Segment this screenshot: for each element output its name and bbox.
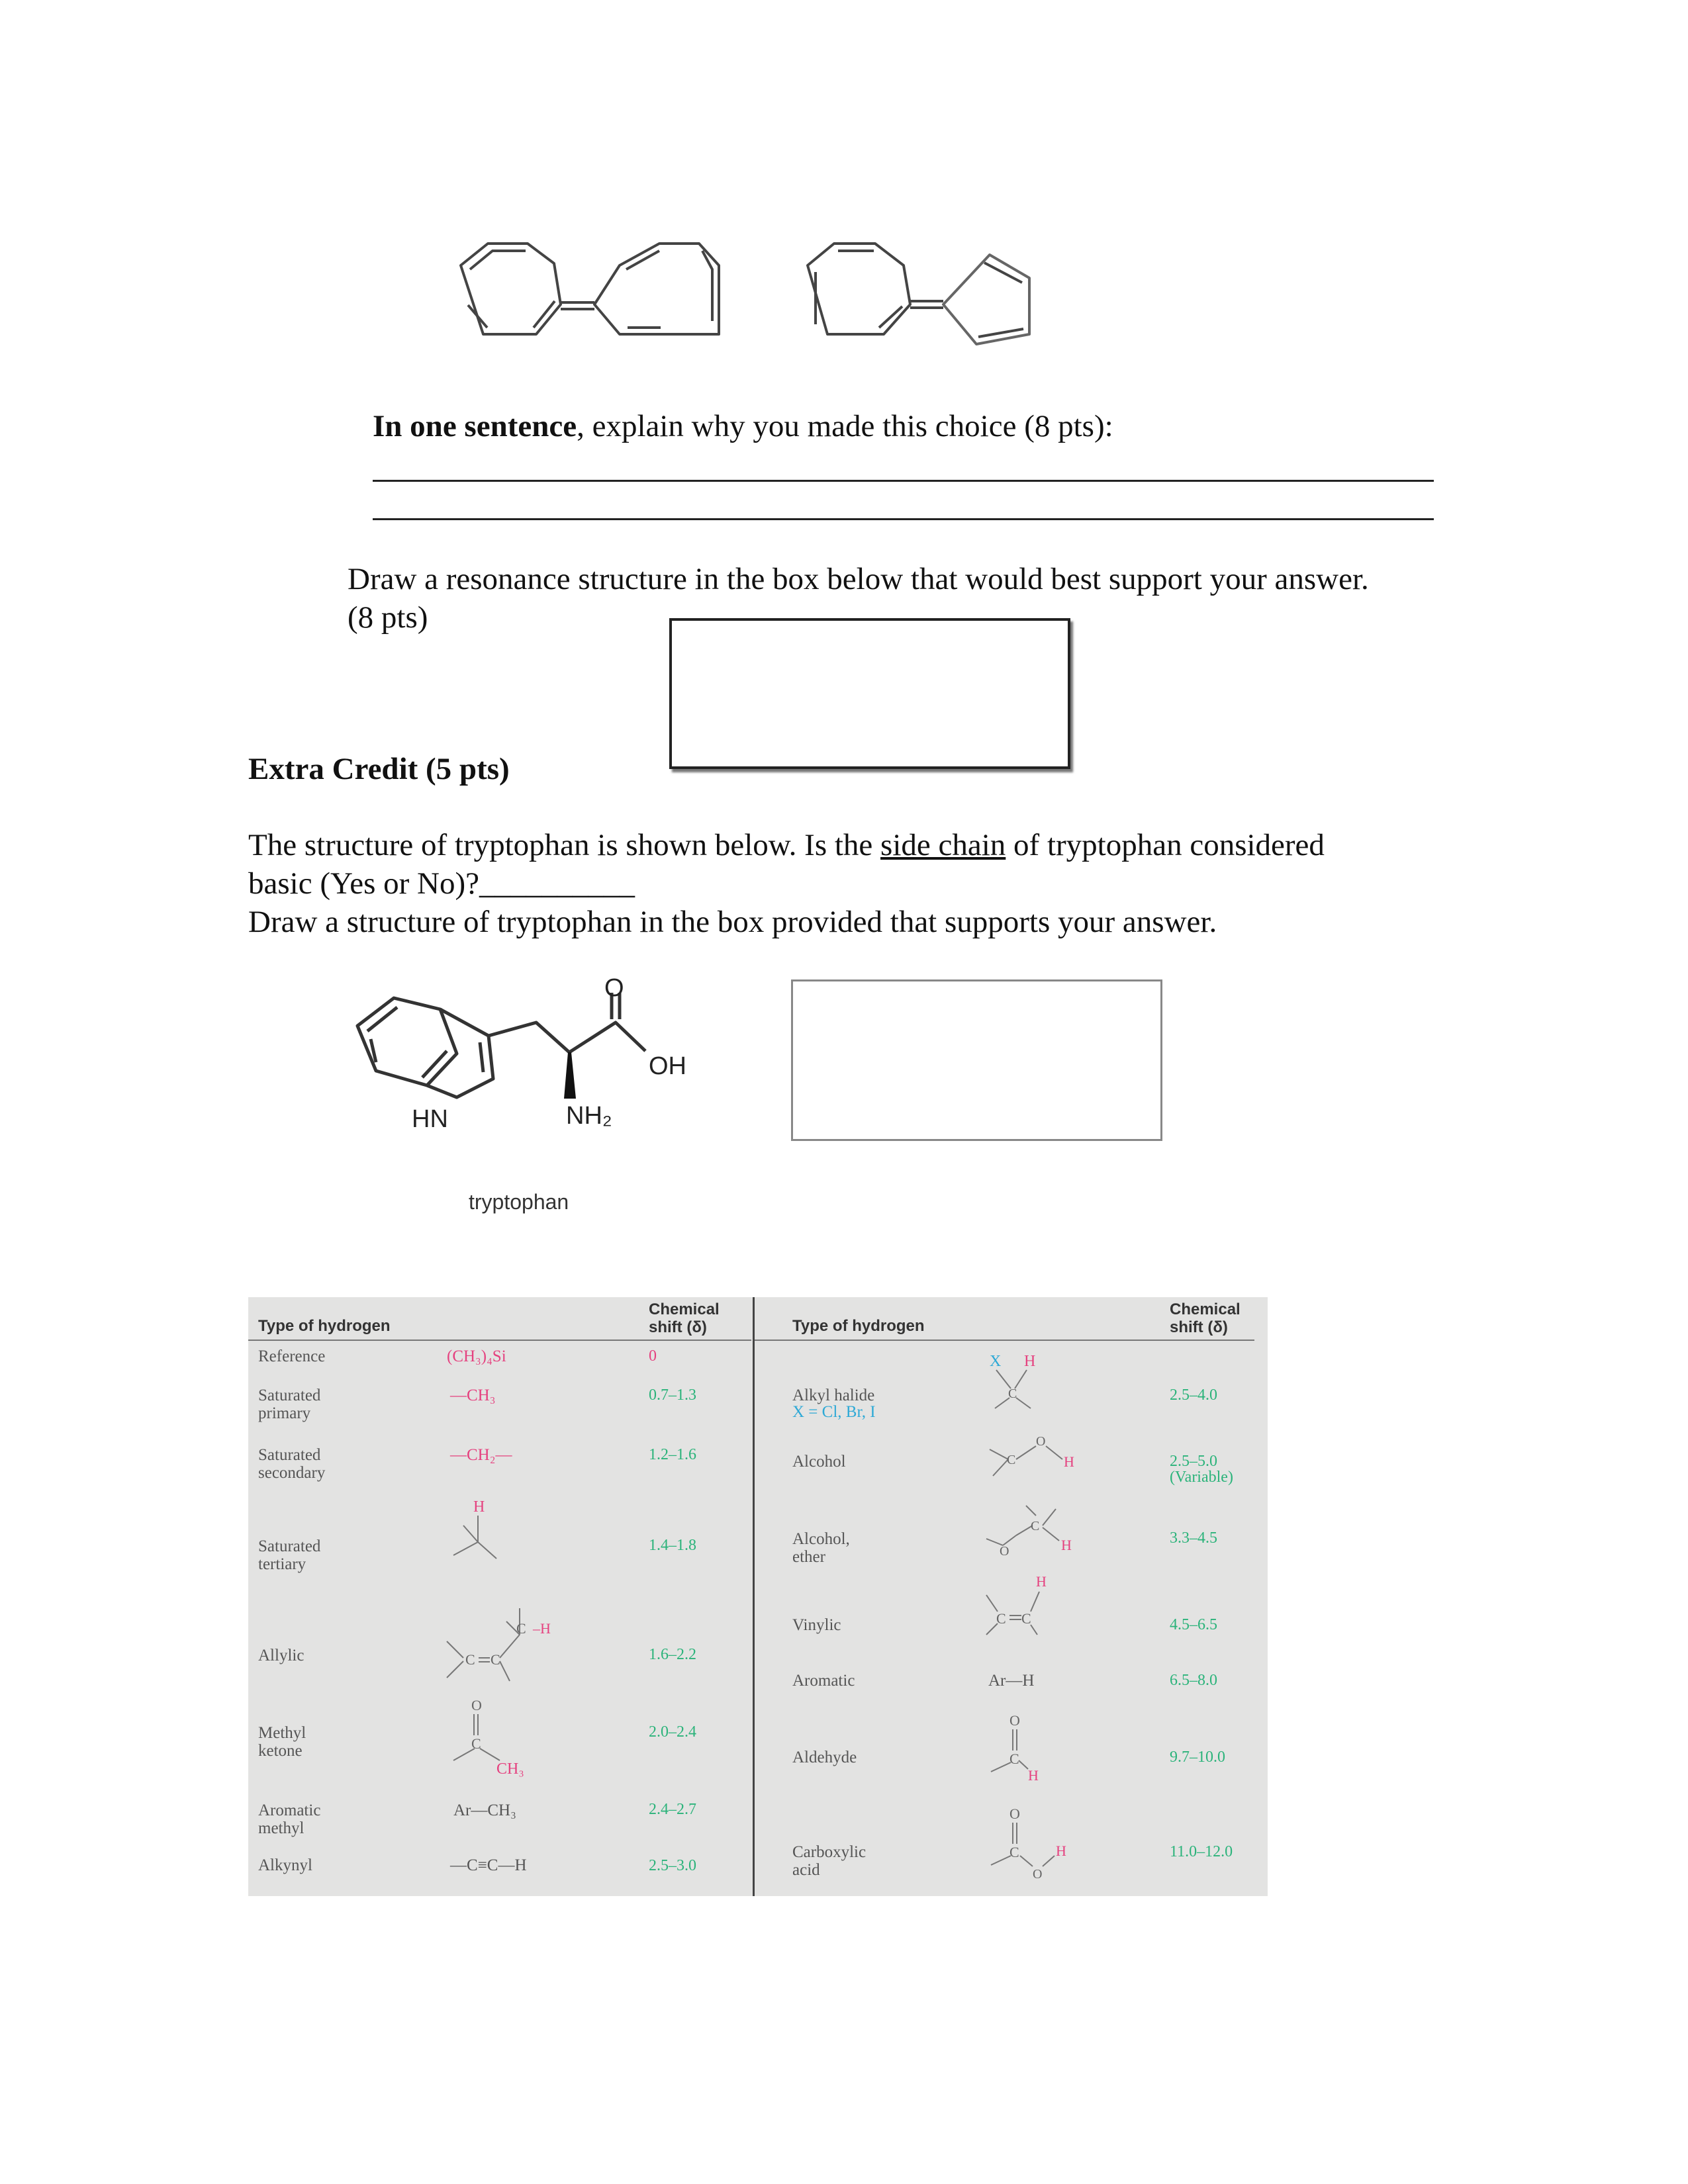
left-row-shift: 2.0–2.4 xyxy=(649,1723,696,1741)
carbon-label: C xyxy=(1009,1844,1019,1860)
right-row-shift: 2.5–5.0 xyxy=(1170,1453,1217,1470)
tryptophan-atom-O: O xyxy=(604,974,624,1002)
carbon-label: C xyxy=(516,1620,526,1637)
resonance-prompt-line1: Draw a resonance structure in the box below that would best support your answer. xyxy=(348,562,1369,596)
fulvalene-structures xyxy=(437,228,1099,361)
hydrogen-label: H xyxy=(1061,1537,1072,1553)
carbon-label: C xyxy=(1021,1610,1031,1627)
explain-prompt xyxy=(373,407,1432,445)
right-row-structure: Ar—H xyxy=(988,1672,1035,1690)
nmr-shift-table xyxy=(248,1297,1268,1896)
line1-before: The structure of tryptophan is shown below. Is the xyxy=(248,828,881,862)
left-row-structure: Ar—CH₃ xyxy=(453,1801,516,1819)
ether-structure-drawing xyxy=(983,1496,1102,1569)
left-row-type: Saturated primary xyxy=(258,1387,321,1422)
tryptophan-atom-OH: OH xyxy=(649,1052,686,1080)
halogen-label: X xyxy=(990,1353,1002,1370)
carboxylic-acid-structure-drawing xyxy=(983,1800,1115,1893)
right-header-type: Type of hydrogen xyxy=(792,1317,925,1335)
answer-line-2[interactable] xyxy=(373,518,1434,520)
left-row-structure: —CH₂— xyxy=(450,1446,512,1464)
left-row-type: Methyl ketone xyxy=(258,1724,306,1760)
left-row-type: Allylic xyxy=(258,1647,305,1664)
left-row-shift: 1.4–1.8 xyxy=(649,1537,696,1554)
right-row-shift: 6.5–8.0 xyxy=(1170,1672,1217,1689)
tryptophan-question-line3: Draw a structure of tryptophan in the box provided that supports your answer. xyxy=(248,905,1217,939)
tryptophan-question-line2[interactable]: basic (Yes or No)?__________ xyxy=(248,866,635,901)
hydrogen-label: –H xyxy=(533,1620,551,1637)
explain-prompt-rest: , explain why you made this choice (8 pts): xyxy=(577,409,1113,443)
right-row-type: Alcohol, ether xyxy=(792,1530,850,1566)
right-header-shift: Chemical shift (δ) xyxy=(1170,1300,1241,1336)
left-row-shift: 2.5–3.0 xyxy=(649,1857,696,1874)
right-row-type: Aldehyde xyxy=(792,1749,857,1766)
left-row-type: Saturated secondary xyxy=(258,1446,326,1482)
right-row-shift: 4.5–6.5 xyxy=(1170,1616,1217,1633)
left-row-structure: (CH₃)₄Si xyxy=(447,1347,506,1365)
line1-after: of tryptophan considered xyxy=(1006,828,1325,862)
right-row-shift-note: (Variable) xyxy=(1170,1469,1233,1486)
tryptophan-caption: tryptophan xyxy=(469,1190,569,1214)
column-divider xyxy=(753,1297,755,1896)
left-row-structure: —C≡C—H xyxy=(450,1856,527,1874)
carbon-label: C xyxy=(471,1735,481,1752)
hydrogen-label: H xyxy=(1036,1573,1047,1590)
extra-credit-heading: Extra Credit (5 pts) xyxy=(248,752,510,786)
aldehyde-structure-drawing xyxy=(983,1711,1089,1784)
methyl-ketone-structure-drawing xyxy=(434,1694,566,1780)
tryptophan-atom-NH2: NH₂ xyxy=(566,1102,612,1130)
left-row-type: Saturated tertiary xyxy=(258,1537,321,1573)
right-row-shift: 9.7–10.0 xyxy=(1170,1749,1225,1766)
oxygen-label: O xyxy=(1033,1867,1043,1882)
left-row-type: Reference xyxy=(258,1347,326,1365)
left-row-shift: 1.6–2.2 xyxy=(649,1646,696,1663)
left-header-type: Type of hydrogen xyxy=(258,1317,391,1335)
right-row-type: Vinylic xyxy=(792,1616,841,1634)
left-row-shift: 1.2–1.6 xyxy=(649,1446,696,1463)
right-row-shift: 2.5–4.0 xyxy=(1170,1387,1217,1404)
carbon-label: C xyxy=(1031,1519,1040,1533)
carbon-label: C xyxy=(996,1610,1006,1627)
carbon-label: C xyxy=(1009,1751,1019,1767)
right-row-type: Aromatic xyxy=(792,1672,855,1690)
left-row-shift: 0 xyxy=(649,1347,657,1365)
left-row-type: Alkynyl xyxy=(258,1856,312,1874)
left-header-shift: Chemical shift (δ) xyxy=(649,1300,720,1336)
hydrogen-label: H xyxy=(1024,1353,1036,1370)
vinylic-structure-drawing xyxy=(983,1572,1089,1645)
right-row-type: Alcohol xyxy=(792,1453,846,1471)
oxygen-label: O xyxy=(1000,1544,1009,1559)
right-row-shift: 11.0–12.0 xyxy=(1170,1843,1233,1860)
oxygen-label: O xyxy=(1009,1712,1020,1729)
right-row-subtext: X = Cl, Br, I xyxy=(792,1403,876,1421)
left-row-shift: 2.4–2.7 xyxy=(649,1801,696,1818)
methyl-label: CH₃ xyxy=(496,1760,524,1778)
tertiary-structure-drawing xyxy=(440,1496,533,1569)
resonance-prompt-line2: (8 pts) xyxy=(348,600,428,635)
hydrogen-label: H xyxy=(1064,1453,1074,1470)
alcohol-structure-drawing xyxy=(983,1423,1102,1496)
carbon-label: C xyxy=(465,1651,475,1668)
side-chain-underlined: side chain xyxy=(880,828,1006,862)
right-row-shift: 3.3–4.5 xyxy=(1170,1529,1217,1547)
tryptophan-question-line1 xyxy=(248,826,1440,864)
resonance-answer-box[interactable] xyxy=(669,618,1070,769)
header-rule-left xyxy=(248,1340,751,1341)
carbon-label: C xyxy=(491,1651,500,1668)
oxygen-label: O xyxy=(1009,1805,1020,1822)
right-row-type: Carboxylic acid xyxy=(792,1843,867,1879)
explain-prompt-bold: In one sentence xyxy=(373,409,577,443)
left-row-structure: —CH₃ xyxy=(450,1387,496,1404)
oxygen-label: O xyxy=(471,1697,482,1713)
hydrogen-label: H xyxy=(1056,1843,1066,1859)
tryptophan-question xyxy=(248,826,1440,941)
tryptophan-answer-box[interactable] xyxy=(791,979,1162,1141)
alkyl-halide-structure-drawing xyxy=(983,1350,1076,1416)
hydrogen-label: H xyxy=(473,1498,485,1516)
allylic-structure-drawing xyxy=(434,1595,566,1701)
header-rule-right xyxy=(755,1340,1254,1341)
carbon-label: C xyxy=(1008,1387,1017,1401)
tryptophan-atom-HN: HN xyxy=(412,1105,448,1133)
carbon-label: C xyxy=(1007,1453,1016,1467)
right-row-type: Alkyl halide xyxy=(792,1387,875,1404)
oxygen-label: O xyxy=(1036,1434,1046,1449)
left-row-type: Aromatic methyl xyxy=(258,1801,321,1837)
hydrogen-label: H xyxy=(1028,1767,1039,1784)
answer-line-1[interactable] xyxy=(373,480,1434,482)
left-row-shift: 0.7–1.3 xyxy=(649,1387,696,1404)
